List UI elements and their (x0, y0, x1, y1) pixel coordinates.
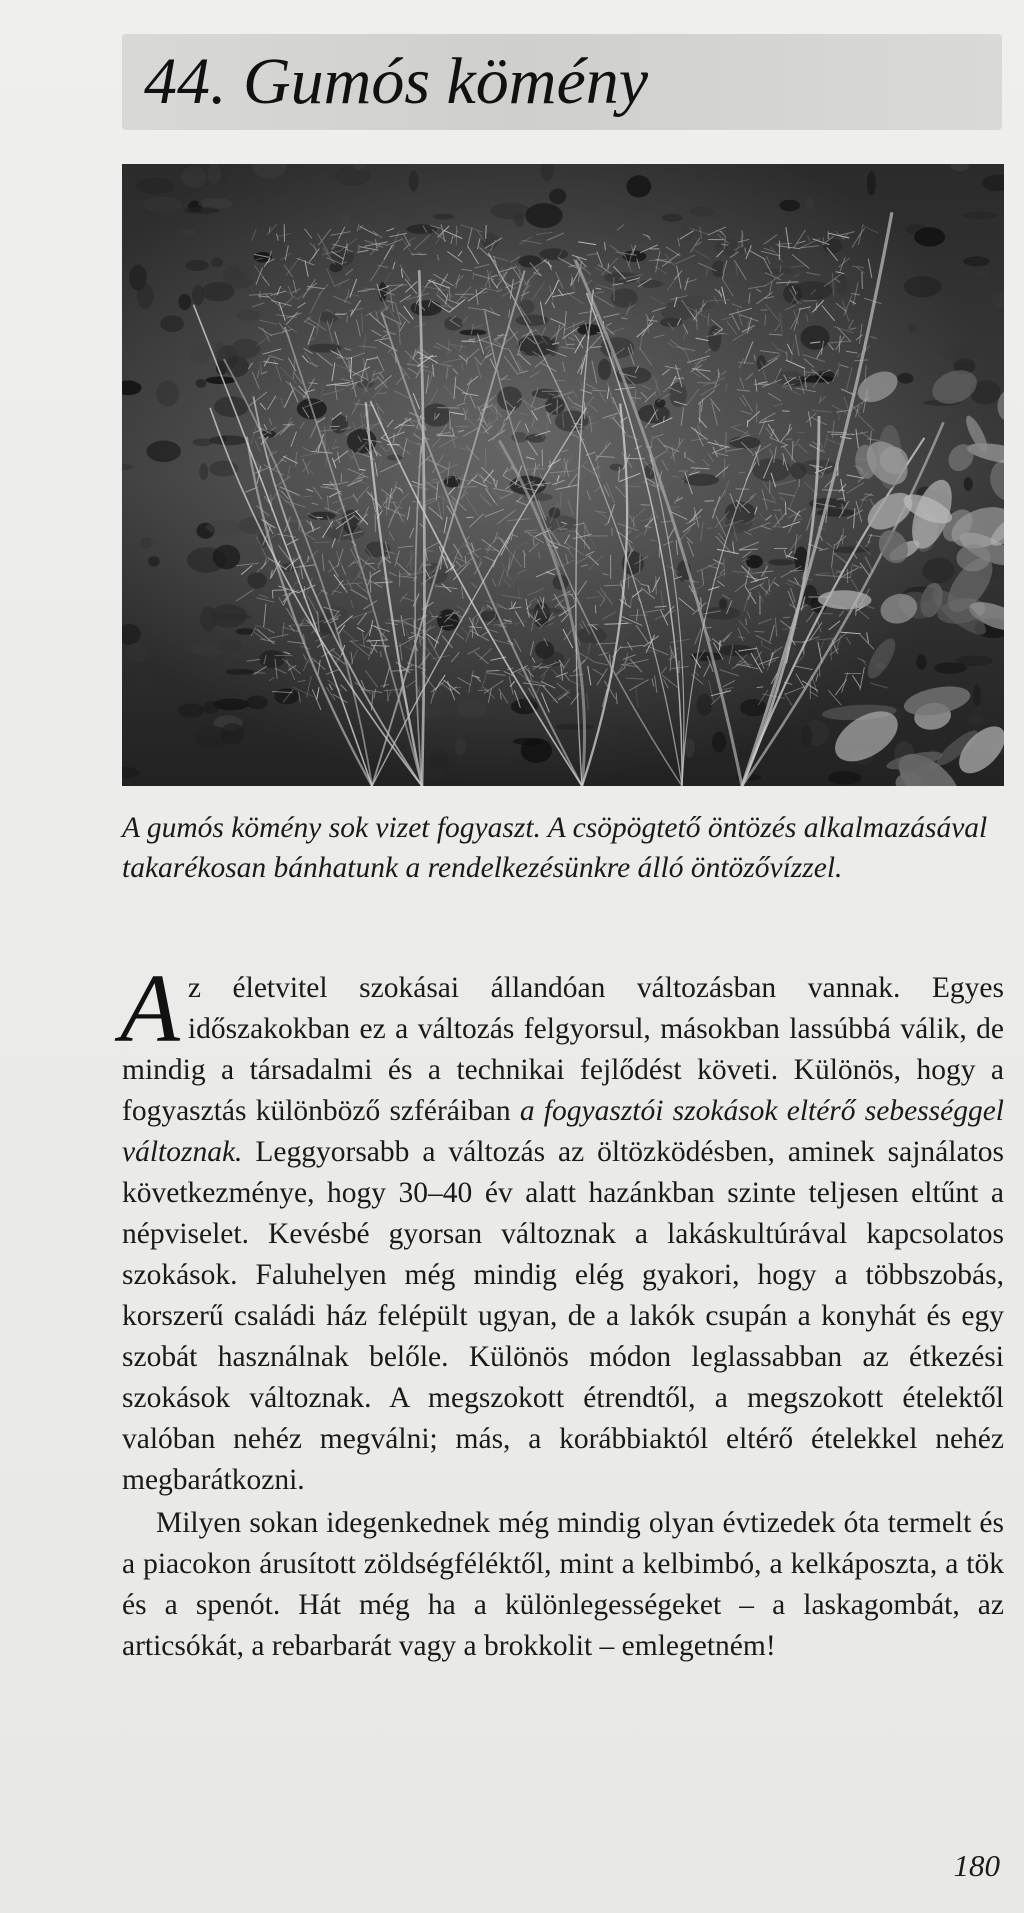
paragraph-1-start: z életvitel szokásai állandóan változásban vannak. Egyes időszakokban ez a változás felgyorsul, másokban lassúbbá válik, de mindig a társadalmi és a technikai fejlődést követi. Különös, hogy a fogyasztás különböző szféráiban (122, 972, 1004, 1127)
paragraph-1-emphasis: a fogyasztói szokások eltérő sebességgel változnak. (122, 1095, 1005, 1168)
body-text (120, 955, 1005, 1667)
photo-caption: A gumós kömény sok vizet fogyaszt. A csöpögtető öntözés alkalmazásával takarékosan bánhatunk a rendelkezésünkre álló öntözővízzel. (122, 812, 988, 884)
paragraph-1 (120, 955, 1005, 1501)
paragraph-1-end: Leggyorsabb a változás az öltözködésben, aminek sajnálatos következménye, hogy 30–40 év alatt hazánkban szinte teljesen eltűnt a népviselet. Kevésbé gyorsan változnak a lakáskultúrával kapcsolatos szokások. Faluhelyen még mindig elég gyakori, hogy a többszobás, korszerű családi ház felépült ugyan, de a lakók csupán a konyhát és egy szobát használnak belőle. Különös módon leglassabban az étkezési szokások változnak. A megszokott étrendtől, a megszokott ételektől valóban nehéz megválni; más, a korábbiaktól eltérő ételekkel nehéz megbarátkozni. (122, 1136, 1004, 1496)
chapter-title: 44. Gumós kömény (144, 45, 649, 118)
paragraph-2: Milyen sokan idegenkednek még mindig olyan évtizedek óta termelt és a piacokon árusított zöldségféléktől, mint a kelbimbó, a kelkáposzta, a tök és a spenót. Hát még ha a különlegességeket – a laskagombát, az articsókát, a rebarbarát vagy a brokkolit – emlegetném! (122, 1507, 1004, 1662)
fennel-photo (122, 164, 1004, 786)
page-number: 180 (953, 1848, 1000, 1883)
drop-cap: A (120, 955, 180, 1063)
fennel-plant-photo-icon (122, 164, 1004, 786)
